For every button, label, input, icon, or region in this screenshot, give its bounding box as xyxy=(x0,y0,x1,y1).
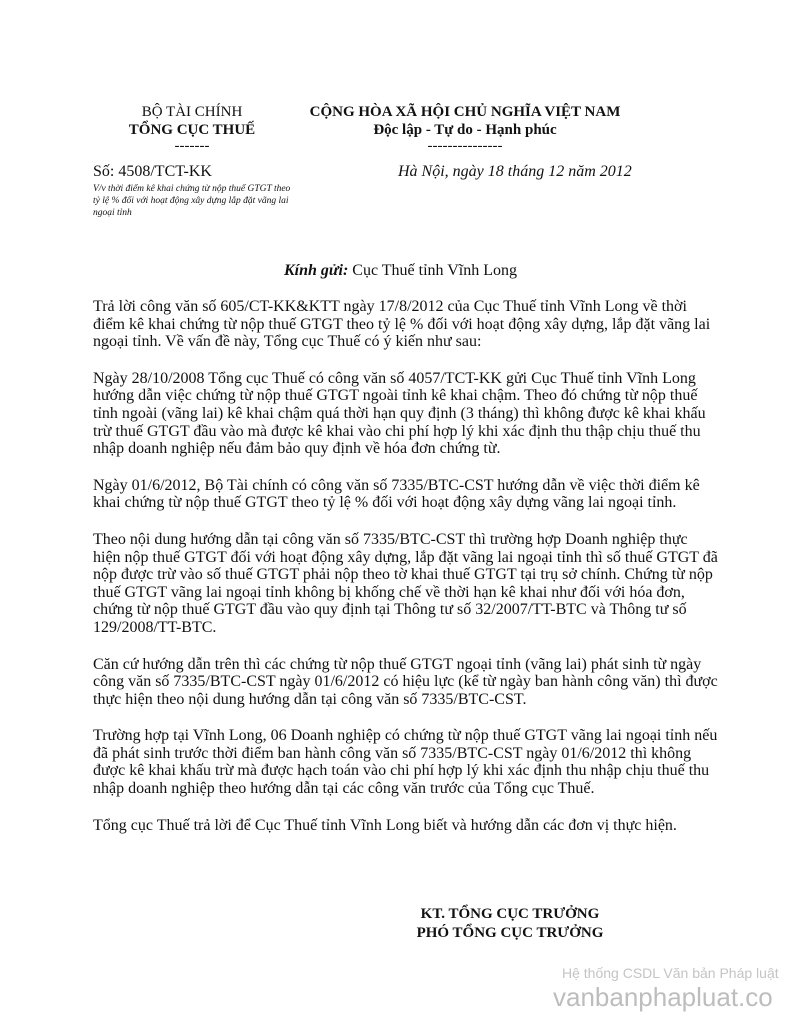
signature-block xyxy=(380,905,640,943)
body-paragraph: Theo nội dung hướng dẫn tại công văn số 7335/BTC-CST thì trường hợp Doanh nghiệp thực hiện nộp thuế GTGT đối với hoạt động xây dựng, lắp đặt vãng lai ngoại tỉnh thì số thuế GTGT đã nộp được trừ vào số thuế GTGT phải nộp theo tờ khai thuế GTGT tại trụ sở chính. Chứng từ nộp thuế GTGT vãng lai ngoại tỉnh không bị khống chế về thời hạn kê khai như đối với hóa đơn, chứng từ nộp thuế GTGT đầu vào quy định tại Thông tư số 32/2007/TT-BTC và Thông tư số 129/2008/TT-BTC. xyxy=(93,530,718,636)
body-paragraph: Ngày 01/6/2012, Bộ Tài chính có công văn số 7335/BTC-CST hướng dẫn về việc thời điểm kê khai chứng từ nộp thuế GTGT theo tỷ lệ % đối với hoạt động xây dựng vãng lai ngoại tỉnh. xyxy=(93,476,700,512)
national-motto: Độc lập - Tự do - Hạnh phúc xyxy=(373,122,557,138)
recipient-label: Kính gửi: xyxy=(284,262,349,279)
document-number: Số: 4508/TCT-KK xyxy=(93,163,212,180)
body-paragraph: Tổng cục Thuế trả lời để Cục Thuế tỉnh Vĩnh Long biết và hướng dẫn các đơn vị thực hiện. xyxy=(93,816,677,834)
national-header xyxy=(290,103,640,153)
issuing-agency-header xyxy=(92,103,292,153)
body-paragraph: Trường hợp tại Vĩnh Long, 06 Doanh nghiệp có chứng từ nộp thuế GTGT vãng lai ngoại tỉnh nếu đã phát sinh trước thời điểm ban hành công văn số 7335/BTC-CST ngày 01/6/2012 thì không được kê khai khấu trừ mà được hạch toán vào chi phí hợp lý khi xác định thu nhập chịu thuế thu nhập doanh nghiệp theo hướng dẫn tại các công văn trước của Tổng cục Thuế. xyxy=(93,727,718,798)
recipient-line xyxy=(284,262,517,280)
nation-name: CỘNG HÒA XÃ HỘI CHỦ NGHĨA VIỆT NAM xyxy=(309,104,621,120)
body-paragraph: Ngày 28/10/2008 Tổng cục Thuế có công văn số 4057/TCT-KK gửi Cục Thuế tỉnh Vĩnh Long hướng dẫn việc chứng từ nộp thuế GTGT ngoài tỉnh kê khai chậm. Theo đó chứng từ nộp thuế tỉnh ngoài (vãng lai) kê khai chậm quá thời hạn quy định (3 tháng) thì không được kê khai khấu trừ thuế GTGT đầu vào mà được kê khai vào chi phí hợp lý khi xác định thu thập chịu thuế thu nhập doanh nghiệp nếu đảm bảo quy định về hóa đơn chứng từ. xyxy=(93,369,706,458)
department-name: TỔNG CỤC THUẾ xyxy=(128,122,256,138)
letter-body xyxy=(93,298,718,853)
ministry-name: BỘ TÀI CHÍNH xyxy=(141,104,243,120)
body-paragraph: Trả lời công văn số 605/CT-KK&KTT ngày 17/8/2012 của Cục Thuế tỉnh Vĩnh Long về thời điểm kê khai chứng từ nộp thuế GTGT theo tỷ lệ % đối với hoạt động xây dựng, lắp đặt vãng lai ngoại tỉnh. Về vấn đề này, Tổng cục Thuế có ý kiến như sau: xyxy=(93,298,711,351)
signature-title-2: PHÓ TỔNG CỤC TRƯỞNG xyxy=(416,925,604,941)
left-divider: ------- xyxy=(174,138,210,154)
body-paragraph: Căn cứ hướng dẫn trên thì các chứng từ nộp thuế GTGT ngoại tỉnh (vãng lai) phát sinh từ ngày công văn số 7335/BTC-CST ngày 01/6/2012 có hiệu lực (kể từ ngày ban hành công văn) thì được thực hiện theo nội dung hướng dẫn tại công văn số 7335/BTC-CST. xyxy=(93,655,718,708)
place-and-date: Hà Nội, ngày 18 tháng 12 năm 2012 xyxy=(398,163,632,180)
signature-title-1: KT. TỔNG CỤC TRƯỞNG xyxy=(420,906,600,922)
document-subject: V/v thời điểm kê khai chứng từ nộp thuế GTGT theo tỷ lệ % đối với hoạt động xây dựng lắp đặt vãng lai ngoại tỉnh xyxy=(93,184,291,218)
right-divider: --------------- xyxy=(427,138,503,154)
watermark-site: vanbanphapluat.co xyxy=(553,982,773,1012)
recipient-name: Cục Thuế tỉnh Vĩnh Long xyxy=(352,262,518,279)
watermark-caption: Hệ thống CSDL Văn bản Pháp luật xyxy=(562,965,779,981)
